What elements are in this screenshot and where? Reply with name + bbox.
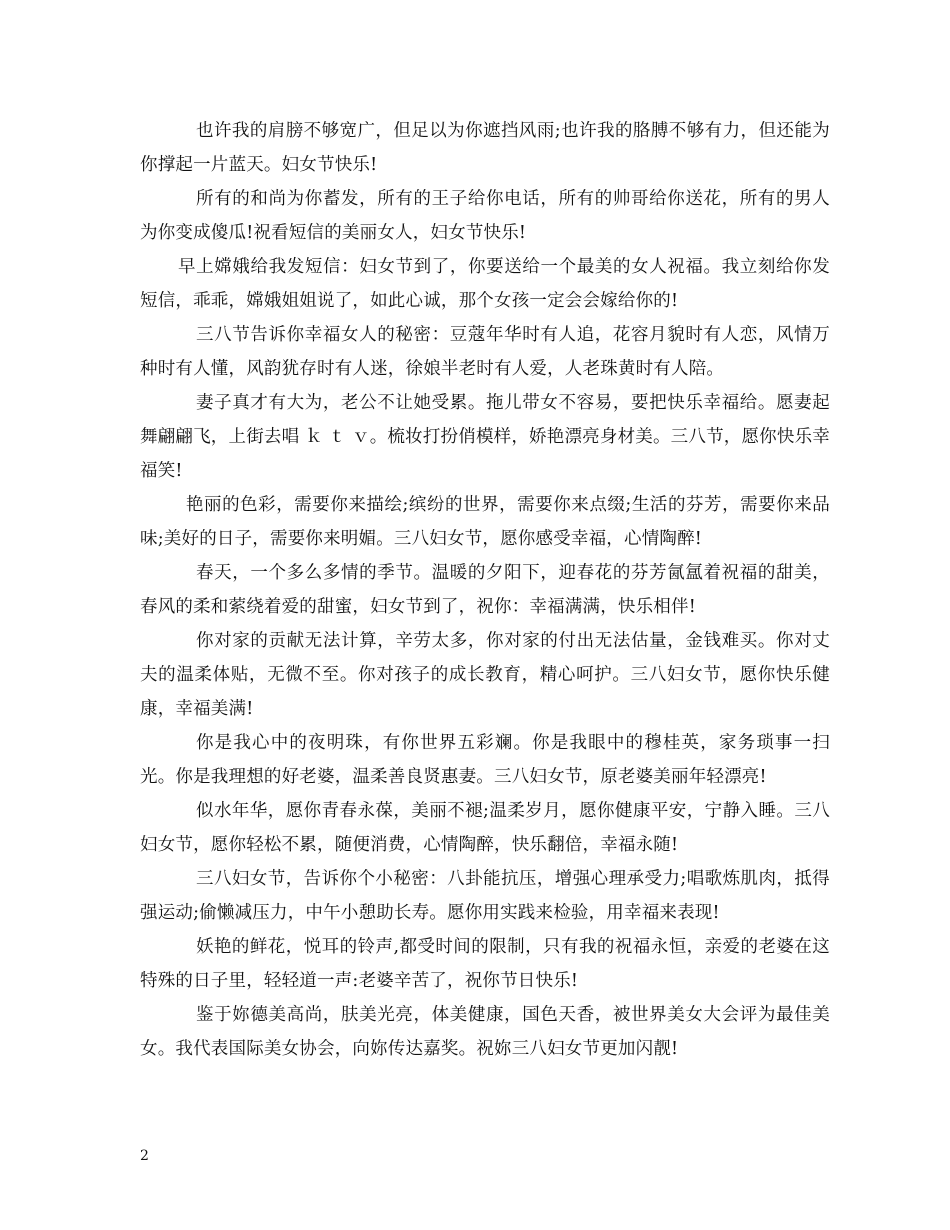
paragraph: 三八节告诉你幸福女人的秘密：豆蔻年华时有人追，花容月貌时有人恋，风情万种时有人懂，风韵犹存时有人迷，徐娘半老时有人爱，人老珠黄时有人陪。 [140, 325, 830, 379]
document-body [140, 114, 830, 1066]
paragraph: 也许我的肩膀不够宽广，但足以为你遮挡风雨;也许我的胳膊不够有力，但还能为你撑起一片蓝天。妇女节快乐! [140, 121, 830, 175]
page-number: 2 [140, 1148, 149, 1164]
paragraph: 春天，一个多么多情的季节。温暖的夕阳下，迎春花的芬芳氤氲着祝福的甜美，春风的柔和萦绕着爱的甜蜜，妇女节到了，祝你：幸福满满，快乐相伴! [140, 563, 830, 617]
paragraph: 三八妇女节，告诉你个小秘密：八卦能抗压，增强心理承受力;唱歌炼肌肉，抵得强运动;偷懒减压力，中午小憩助长寿。愿你用实践来检验，用幸福来表现! [140, 869, 830, 923]
paragraph: 所有的和尚为你蓄发，所有的王子给你电话，所有的帅哥给你送花，所有的男人为你变成傻瓜!祝看短信的美丽女人，妇女节快乐! [140, 189, 830, 243]
paragraph: 妖艳的鲜花，悦耳的铃声,都受时间的限制，只有我的祝福永恒，亲爱的老婆在这特殊的日子里，轻轻道一声:老婆辛苦了，祝你节日快乐! [140, 937, 830, 991]
paragraph: 鉴于妳德美高尚，肤美光亮，体美健康，国色天香，被世界美女大会评为最佳美女。我代表国际美女协会，向妳传达嘉奖。祝妳三八妇女节更加闪靓! [140, 1005, 830, 1059]
paragraph: 你对家的贡献无法计算，辛劳太多，你对家的付出无法估量，金钱难买。你对丈夫的温柔体贴，无微不至。你对孩子的成长教育，精心呵护。三八妇女节，愿你快乐健康，幸福美满! [140, 631, 830, 719]
paragraph: 你是我心中的夜明珠，有你世界五彩斓。你是我眼中的穆桂英，家务琐事一扫光。你是我理想的好老婆，温柔善良贤惠妻。三八妇女节，原老婆美丽年轻漂亮! [140, 733, 830, 787]
paragraph: 似水年华，愿你青春永葆，美丽不褪;温柔岁月，愿你健康平安，宁静入睡。三八妇女节，愿你轻松不累，随便消费，心情陶醉，快乐翻倍，幸福永随! [140, 801, 830, 855]
paragraph: 妻子真才有大为，老公不让她受累。拖儿带女不容易，要把快乐幸福给。愿妻起舞翩翩飞，上街去唱 ｋ ｔ ｖ。梳妆打扮俏模样，娇艳漂亮身材美。三八节，愿你快乐幸福笑! [140, 393, 830, 481]
paragraph: 艳丽的色彩，需要你来描绘;缤纷的世界，需要你来点缀;生活的芬芳，需要你来品味;美好的日子，需要你来明媚。三八妇女节，愿你感受幸福，心情陶醉! [140, 495, 830, 549]
paragraph: 早上嫦娥给我发短信：妇女节到了，你要送给一个最美的女人祝福。我立刻给你发短信，乖乖，嫦娥姐姐说了，如此心诚，那个女孩一定会会嫁给你的! [140, 257, 830, 311]
